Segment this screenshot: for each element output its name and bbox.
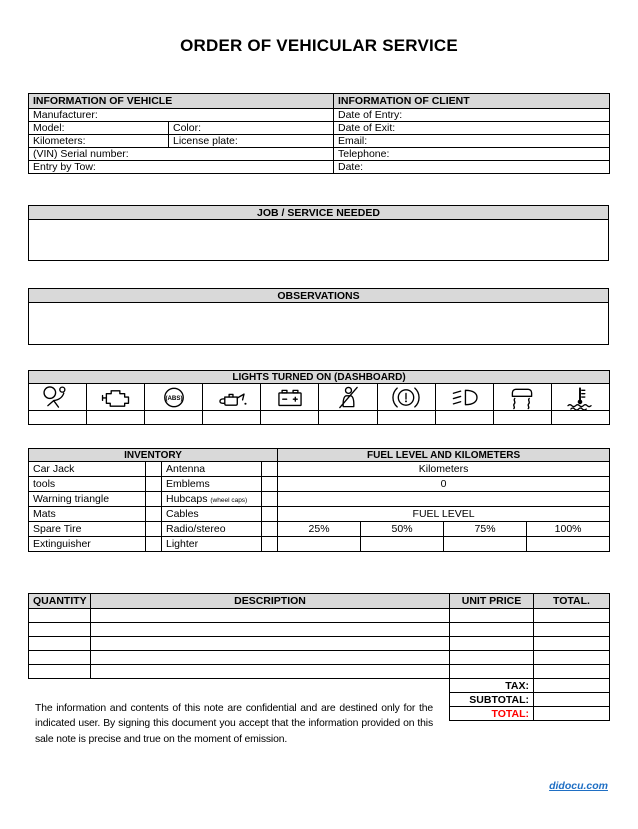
field-label: Kilometers: bbox=[33, 135, 86, 147]
table-row bbox=[29, 637, 610, 651]
inventory-item-note: (wheel caps) bbox=[210, 497, 248, 504]
quantity-cell[interactable] bbox=[29, 651, 91, 665]
job-service-header: JOB / SERVICE NEEDED bbox=[29, 206, 609, 220]
table-row bbox=[29, 109, 610, 122]
field-label: Email: bbox=[338, 135, 368, 147]
total-label: TOTAL: bbox=[450, 707, 534, 721]
inventory-check-cell[interactable] bbox=[262, 492, 278, 507]
table-row bbox=[29, 303, 609, 345]
confidentiality-disclaimer: The information and contents of this note are confidential and are destined only for the indicated user. By signing this document you accept that the information provided on this sale note is precise and true on the moment of emission. bbox=[35, 703, 433, 745]
fuel-level-50: 50% bbox=[361, 522, 444, 537]
light-cell bbox=[493, 384, 551, 411]
tax-value-cell[interactable] bbox=[534, 679, 610, 693]
fuel-check-cell[interactable] bbox=[361, 537, 444, 552]
fuel-level-100: 100% bbox=[527, 522, 610, 537]
inventory-check-cell[interactable] bbox=[146, 537, 162, 552]
field-entry-by-tow[interactable] bbox=[29, 161, 334, 174]
light-cell bbox=[261, 384, 319, 411]
light-cell bbox=[87, 384, 145, 411]
unit-price-cell[interactable] bbox=[450, 665, 534, 679]
inventory-item: Extinguisher bbox=[29, 537, 146, 552]
inventory-check-cell[interactable] bbox=[146, 462, 162, 477]
total-cell[interactable] bbox=[534, 623, 610, 637]
fuel-header: FUEL LEVEL AND KILOMETERS bbox=[278, 449, 610, 462]
table-row bbox=[29, 492, 610, 507]
observations-table bbox=[28, 288, 609, 345]
table-row bbox=[29, 289, 609, 303]
client-info-header: INFORMATION OF CLIENT bbox=[334, 94, 610, 109]
inventory-item: Antenna bbox=[162, 462, 262, 477]
job-service-table bbox=[28, 205, 609, 261]
total-header: TOTAL. bbox=[534, 594, 610, 609]
inventory-item: Cables bbox=[162, 507, 262, 522]
check-engine-icon bbox=[96, 385, 136, 410]
description-cell[interactable] bbox=[91, 609, 450, 623]
inventory-item bbox=[162, 492, 262, 507]
job-service-input-area[interactable] bbox=[29, 220, 609, 261]
field-license-plate[interactable] bbox=[169, 135, 334, 148]
table-row bbox=[29, 148, 610, 161]
total-cell[interactable] bbox=[534, 609, 610, 623]
vehicle-client-info-table bbox=[28, 93, 610, 174]
inventory-item-label: Hubcaps bbox=[166, 493, 208, 505]
unit-price-header: UNIT PRICE bbox=[450, 594, 534, 609]
field-label: Model: bbox=[33, 122, 65, 134]
field-date[interactable] bbox=[334, 161, 610, 174]
fuel-check-cell[interactable] bbox=[278, 537, 361, 552]
table-row bbox=[29, 371, 610, 384]
inventory-check-cell[interactable] bbox=[262, 462, 278, 477]
table-row bbox=[29, 462, 610, 477]
kilometers-label: Kilometers bbox=[278, 462, 610, 477]
inventory-check-cell[interactable] bbox=[146, 492, 162, 507]
observations-header: OBSERVATIONS bbox=[29, 289, 609, 303]
table-row bbox=[29, 665, 610, 679]
description-cell[interactable] bbox=[91, 651, 450, 665]
table-row bbox=[450, 693, 610, 707]
light-check-cell[interactable] bbox=[551, 411, 609, 425]
light-cell bbox=[319, 384, 377, 411]
description-cell[interactable] bbox=[91, 665, 450, 679]
items-table bbox=[28, 593, 610, 679]
field-kilometers[interactable] bbox=[29, 135, 169, 148]
field-date-of-exit[interactable] bbox=[334, 122, 610, 135]
light-cell bbox=[435, 384, 493, 411]
tax-label: TAX: bbox=[450, 679, 534, 693]
lights-header: LIGHTS TURNED ON (DASHBOARD) bbox=[29, 371, 610, 384]
unit-price-cell[interactable] bbox=[450, 609, 534, 623]
inventory-check-cell[interactable] bbox=[262, 507, 278, 522]
light-check-cell[interactable] bbox=[435, 411, 493, 425]
field-telephone[interactable] bbox=[334, 148, 610, 161]
light-check-cell[interactable] bbox=[319, 411, 377, 425]
inventory-item: Lighter bbox=[162, 537, 262, 552]
table-row bbox=[29, 477, 610, 492]
oil-pressure-icon bbox=[212, 385, 252, 410]
inventory-item: Spare Tire bbox=[29, 522, 146, 537]
seatbelt-warning-icon bbox=[328, 385, 368, 410]
total-cell[interactable] bbox=[534, 651, 610, 665]
battery-icon bbox=[270, 385, 310, 410]
page-title: ORDER OF VEHICULAR SERVICE bbox=[180, 36, 458, 55]
brake-warning-icon bbox=[386, 385, 426, 410]
inventory-check-cell[interactable] bbox=[262, 522, 278, 537]
fog-light-icon bbox=[444, 385, 484, 410]
total-cell[interactable] bbox=[534, 637, 610, 651]
observations-input-area[interactable] bbox=[29, 303, 609, 345]
inventory-header: INVENTORY bbox=[29, 449, 278, 462]
abs-icon bbox=[154, 385, 194, 410]
table-row bbox=[29, 384, 610, 411]
unit-price-cell[interactable] bbox=[450, 623, 534, 637]
field-label: Manufacturer: bbox=[33, 109, 98, 121]
subtotal-label: SUBTOTAL: bbox=[450, 693, 534, 707]
subtotal-value-cell[interactable] bbox=[534, 693, 610, 707]
light-check-cell[interactable] bbox=[377, 411, 435, 425]
light-cell bbox=[29, 384, 87, 411]
field-label: Date of Entry: bbox=[338, 109, 403, 121]
inventory-check-cell[interactable] bbox=[262, 477, 278, 492]
quantity-cell[interactable] bbox=[29, 637, 91, 651]
table-row bbox=[29, 507, 610, 522]
fuel-check-cell[interactable] bbox=[527, 537, 610, 552]
fuel-level-25: 25% bbox=[278, 522, 361, 537]
table-row bbox=[29, 161, 610, 174]
table-row bbox=[29, 522, 610, 537]
total-value-cell[interactable] bbox=[534, 707, 610, 721]
table-row bbox=[29, 449, 610, 462]
coolant-temperature-icon bbox=[560, 385, 600, 410]
table-row bbox=[29, 94, 610, 109]
dashboard-lights-table bbox=[28, 370, 610, 425]
field-label: Color: bbox=[173, 122, 202, 134]
kilometers-input-cell[interactable] bbox=[278, 492, 610, 507]
field-vin-serial-number[interactable] bbox=[29, 148, 334, 161]
fuel-level-label: FUEL LEVEL bbox=[278, 507, 610, 522]
inventory-item: Radio/stereo bbox=[162, 522, 262, 537]
table-row bbox=[29, 537, 610, 552]
traction-control-icon bbox=[502, 385, 542, 410]
inventory-check-cell[interactable] bbox=[146, 507, 162, 522]
light-cell bbox=[203, 384, 261, 411]
light-cell bbox=[377, 384, 435, 411]
field-label: Telephone: bbox=[338, 148, 390, 160]
inventory-fuel-table bbox=[28, 448, 610, 552]
field-label: License plate: bbox=[173, 135, 238, 147]
quantity-cell[interactable] bbox=[29, 609, 91, 623]
field-label: Date: bbox=[338, 161, 364, 173]
inventory-item: Warning triangle bbox=[29, 492, 146, 507]
table-row bbox=[29, 411, 610, 425]
airbag-icon bbox=[38, 385, 78, 410]
inventory-check-cell[interactable] bbox=[262, 537, 278, 552]
table-row bbox=[29, 206, 609, 220]
light-check-cell[interactable] bbox=[145, 411, 203, 425]
light-cell bbox=[551, 384, 609, 411]
fuel-check-cell[interactable] bbox=[444, 537, 527, 552]
light-check-cell[interactable] bbox=[261, 411, 319, 425]
totals-table bbox=[449, 678, 610, 721]
quantity-cell[interactable] bbox=[29, 623, 91, 637]
field-label: Entry by Tow: bbox=[33, 161, 96, 173]
light-check-cell[interactable] bbox=[29, 411, 87, 425]
fuel-level-75: 75% bbox=[444, 522, 527, 537]
table-row bbox=[450, 679, 610, 693]
field-label: Date of Exit: bbox=[338, 122, 396, 134]
quantity-cell[interactable] bbox=[29, 665, 91, 679]
light-check-cell[interactable] bbox=[493, 411, 551, 425]
inventory-item: Emblems bbox=[162, 477, 262, 492]
table-row bbox=[29, 135, 610, 148]
description-cell[interactable] bbox=[91, 623, 450, 637]
quantity-header: QUANTITY bbox=[29, 594, 91, 609]
website-link[interactable]: didocu.com bbox=[549, 780, 608, 792]
light-check-cell[interactable] bbox=[203, 411, 261, 425]
inventory-item: tools bbox=[29, 477, 146, 492]
table-row bbox=[29, 623, 610, 637]
field-manufacturer[interactable] bbox=[29, 109, 334, 122]
field-label: (VIN) Serial number: bbox=[33, 148, 129, 160]
inventory-check-cell[interactable] bbox=[146, 522, 162, 537]
description-cell[interactable] bbox=[91, 637, 450, 651]
field-email[interactable] bbox=[334, 135, 610, 148]
table-row bbox=[29, 220, 609, 261]
svg-text:(ABS): (ABS) bbox=[165, 394, 183, 402]
light-check-cell[interactable] bbox=[87, 411, 145, 425]
table-row bbox=[29, 609, 610, 623]
table-row bbox=[29, 594, 610, 609]
field-model[interactable] bbox=[29, 122, 169, 135]
inventory-check-cell[interactable] bbox=[146, 477, 162, 492]
table-row bbox=[29, 651, 610, 665]
field-color[interactable] bbox=[169, 122, 334, 135]
table-row bbox=[29, 122, 610, 135]
light-cell bbox=[145, 384, 203, 411]
unit-price-cell[interactable] bbox=[450, 637, 534, 651]
inventory-item: Mats bbox=[29, 507, 146, 522]
field-date-of-entry[interactable] bbox=[334, 109, 610, 122]
description-header: DESCRIPTION bbox=[91, 594, 450, 609]
vehicle-info-header: INFORMATION OF VEHICLE bbox=[29, 94, 334, 109]
inventory-item: Car Jack bbox=[29, 462, 146, 477]
kilometers-value[interactable]: 0 bbox=[278, 477, 610, 492]
unit-price-cell[interactable] bbox=[450, 651, 534, 665]
total-cell[interactable] bbox=[534, 665, 610, 679]
table-row bbox=[450, 707, 610, 721]
